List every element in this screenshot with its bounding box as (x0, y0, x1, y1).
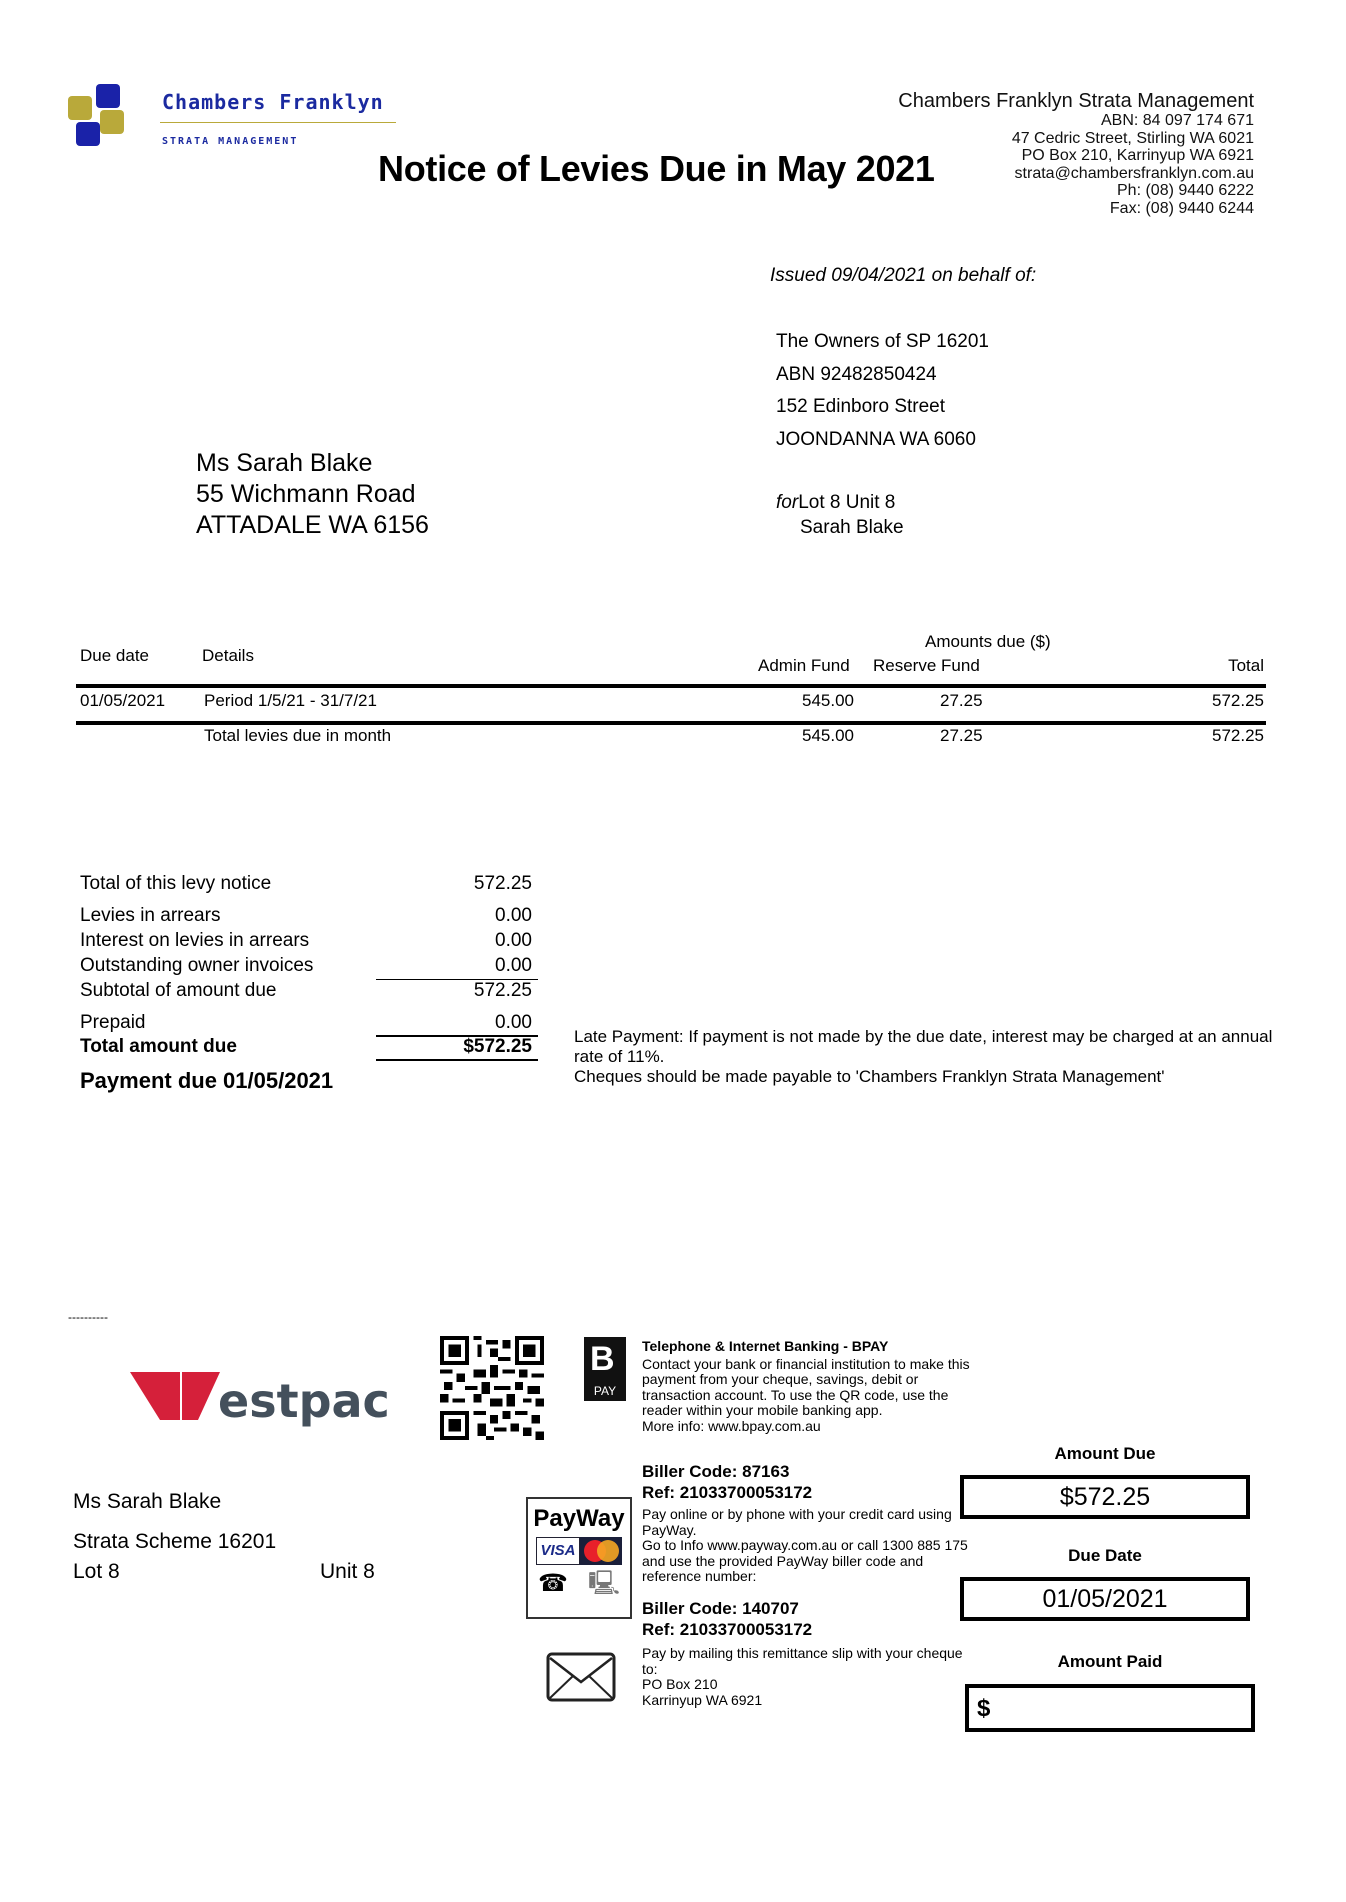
logo-square-gold (68, 96, 92, 120)
owners-suburb: JOONDANNA WA 6060 (776, 428, 976, 450)
company-phone: Ph: (08) 9440 6222 (1117, 182, 1254, 199)
logo-name: Chambers Franklyn (162, 90, 384, 114)
amount-paid-label: Amount Paid (1057, 1652, 1163, 1671)
summary-interest-value: 0.00 (495, 930, 532, 951)
payway-ref: Ref: 21033700053172 (642, 1620, 813, 1639)
summary-prepaid-label: Prepaid (80, 1012, 146, 1033)
recipient-street: 55 Wichmann Road (196, 480, 416, 508)
summary-total-notice-label: Total of this levy notice (80, 873, 272, 894)
lot-unit: Lot 8 Unit 8 (798, 492, 896, 513)
amount-due-label: Amount Due (1054, 1444, 1156, 1463)
amount-paid-currency: $ (977, 1695, 991, 1722)
westpac-wordmark: estpac (218, 1374, 390, 1428)
issued-line: Issued 09/04/2021 on behalf of: (770, 265, 1037, 286)
table-rule (76, 684, 1266, 688)
summary-subtotal-value: 572.25 (473, 980, 532, 1001)
bpay-logo (584, 1337, 626, 1401)
westpac-w-icon (130, 1370, 400, 1430)
company-logo-mark (68, 84, 130, 146)
bpay-logo-text: PAY (593, 1384, 617, 1398)
due-date-label: Due Date (1068, 1546, 1142, 1565)
payway-biller-details (642, 1598, 812, 1640)
tear-line: ---------- (68, 1310, 108, 1324)
totals-label: Total levies due in month (204, 726, 392, 745)
bpay-instructions (642, 1339, 972, 1435)
payway-body-2: Go to Info www.payway.com.au or call 1300 885 175 and use the provided PayWay biller code and reference number: (642, 1537, 968, 1585)
row-total: 572.25 (1212, 691, 1264, 710)
owners-name: The Owners of SP 16201 (776, 331, 989, 352)
payment-due-date: Payment due 01/05/2021 (80, 1068, 334, 1093)
owners-street: 152 Edinboro Street (776, 396, 946, 417)
company-po-box: PO Box 210, Karrinyup WA 6921 (1021, 147, 1254, 164)
recipient-suburb: ATTADALE WA 6156 (196, 511, 429, 539)
for-prefix: for (776, 492, 799, 513)
cheque-note: Cheques should be made payable to 'Chambers Franklyn Strata Management' (574, 1067, 1165, 1086)
mail-line-1: Pay by mailing this remittance slip with your cheque to: (642, 1645, 963, 1677)
company-email: strata@chambersfranklyn.com.au (1014, 164, 1254, 182)
computer-icon: 🖳 (587, 1570, 620, 1597)
summary-subtotal-label: Subtotal of amount due (80, 980, 277, 1001)
logo-square-gold (100, 110, 124, 134)
summary-total-notice-value: 572.25 (473, 873, 532, 894)
recipient-address (196, 448, 429, 541)
late-payment-note: Late Payment: If payment is not made by the due date, interest may be charged at an annual rate of 11%. (574, 1027, 1273, 1066)
payway-logo-text: PayWay (533, 1505, 625, 1532)
company-address: 47 Cedric Street, Stirling WA 6021 (1011, 129, 1254, 147)
visa-icon: VISA (536, 1537, 580, 1565)
summary-arrears-label: Levies in arrears (80, 905, 221, 926)
totals-admin: 545.00 (802, 726, 854, 745)
company-name: Chambers Franklyn Strata Management (898, 90, 1254, 112)
company-fax: Fax: (08) 9440 6244 (1109, 199, 1254, 217)
owners-corporation (776, 326, 989, 456)
mail-envelope-icon (546, 1652, 616, 1707)
summary-prepaid-value: 0.00 (495, 1012, 532, 1033)
logo-divider (160, 122, 396, 123)
slip-owner-name: Ms Sarah Blake (73, 1490, 222, 1513)
payway-body-1: Pay online or by phone with your credit card using PayWay. (642, 1506, 952, 1538)
logo-square-blue (76, 122, 100, 146)
amount-due-box: $572.25 (960, 1475, 1250, 1519)
slip-strata-scheme: Strata Scheme 16201 (73, 1530, 277, 1553)
payment-notes (574, 1027, 1274, 1087)
mail-line-3: Karrinyup WA 6921 (642, 1691, 763, 1708)
mail-instructions (642, 1646, 972, 1708)
summary-invoices-value: 0.00 (495, 955, 532, 976)
recipient-name: Ms Sarah Blake (196, 449, 373, 477)
col-amounts-due: Amounts due ($) (925, 632, 1051, 651)
bpay-more-info: More info: www.bpay.com.au (642, 1417, 821, 1434)
company-abn: ABN: 84 097 174 671 (1100, 112, 1254, 129)
owners-abn: ABN 92482850424 (776, 363, 937, 385)
bpay-qr-code[interactable] (440, 1336, 544, 1440)
bpay-biller-code: Biller Code: 87163 (642, 1462, 790, 1481)
col-total: Total (1228, 656, 1264, 675)
row-due-date: 01/05/2021 (80, 691, 166, 710)
row-details: Period 1/5/21 - 31/7/21 (204, 691, 377, 710)
totals-total: 572.25 (1212, 726, 1264, 745)
lot-owner-name: Sarah Blake (800, 517, 904, 538)
bpay-heading: Telephone & Internet Banking - BPAY (642, 1338, 889, 1354)
slip-lot: Lot 8 (73, 1560, 120, 1583)
westpac-logo (130, 1370, 400, 1435)
summary-total-due-value: $572.25 (463, 1036, 532, 1057)
table-rule (76, 721, 1266, 725)
payway-logo (526, 1497, 632, 1619)
company-details (898, 90, 1254, 217)
page-title: Notice of Levies Due in May 2021 (378, 148, 935, 189)
col-details: Details (202, 646, 254, 665)
col-reserve-fund: Reserve Fund (873, 656, 980, 675)
row-admin: 545.00 (802, 691, 854, 710)
summary-invoices-label: Outstanding owner invoices (80, 955, 314, 976)
mail-line-2: PO Box 210 (642, 1676, 718, 1693)
for-lot-block (776, 490, 904, 540)
logo-square-blue (96, 84, 120, 108)
telephone-icon: ☎ (538, 1570, 568, 1597)
summary-total-due-label: Total amount due (80, 1036, 237, 1057)
payway-instructions (642, 1507, 972, 1585)
slip-unit: Unit 8 (320, 1560, 375, 1583)
bpay-body: Contact your bank or financial institution to make this payment from your cheque, savings, debit or transaction account. To use the QR code, use the reader within your mobile banking app. (642, 1355, 970, 1419)
bpay-b-icon: B (590, 1340, 615, 1378)
qr-code-icon (440, 1336, 544, 1440)
totals-reserve: 27.25 (940, 726, 983, 745)
col-due-date: Due date (80, 646, 149, 665)
bpay-ref: Ref: 21033700053172 (642, 1483, 813, 1502)
row-reserve: 27.25 (940, 691, 983, 710)
summary-arrears-value: 0.00 (495, 905, 532, 926)
bpay-biller-details (642, 1461, 812, 1503)
payway-biller-code: Biller Code: 140707 (642, 1599, 799, 1618)
due-date-box: 01/05/2021 (960, 1577, 1250, 1621)
col-admin-fund: Admin Fund (758, 656, 850, 675)
logo-subtitle: STRATA MANAGEMENT (162, 136, 299, 147)
amount-paid-field[interactable] (965, 1684, 1255, 1732)
summary-rule (376, 1059, 538, 1061)
mastercard-icon (580, 1537, 622, 1565)
summary-interest-label: Interest on levies in arrears (80, 930, 310, 951)
